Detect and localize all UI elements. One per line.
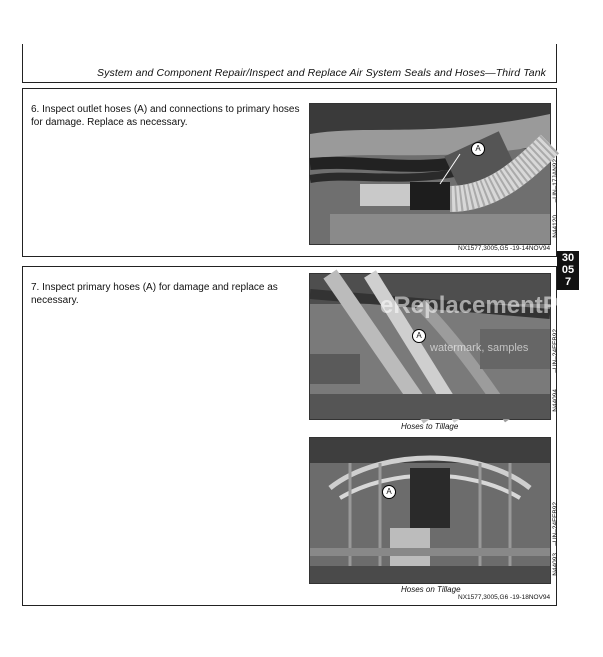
hoses-on-tillage-photo	[309, 437, 551, 584]
image-number-side: N44094	[552, 389, 559, 412]
image-code-side: –UN–24FEB92	[552, 329, 559, 373]
hoses-on-tillage-caption: Hoses on Tillage	[401, 585, 461, 594]
hoses-to-tillage-caption: Hoses to Tillage	[401, 422, 459, 431]
watermark-subtext: watermark, samples	[430, 342, 529, 354]
section-tab-line3: 7	[564, 276, 572, 288]
section-tab-line1: 30	[561, 252, 575, 264]
step-6-footer-code: NX1577,3005,G5 -19-14NOV94	[458, 245, 551, 252]
image-number-side: N44093	[552, 553, 559, 576]
watermark-text: eReplacementParts	[380, 292, 603, 319]
callout-a-marker: A	[471, 142, 485, 156]
callout-a-marker: A	[382, 485, 396, 499]
image-number-side: N44120	[552, 215, 559, 238]
step-6-text: 6. Inspect outlet hoses (A) and connections to primary hoses for damage. Replace as necessary.	[31, 104, 300, 128]
section-tab	[557, 251, 579, 290]
image-code-side: –UN–24FEB92	[552, 502, 559, 546]
step-7-footer-code: NX1577,3005,G6 -19-18NOV94	[458, 594, 551, 601]
section-tab-line2: 05	[561, 264, 575, 276]
step-7-block	[22, 266, 603, 606]
step-7-text: 7. Inspect primary hoses (A) for damage and replace as necessary.	[31, 282, 278, 306]
page-header	[22, 44, 557, 83]
hoses-on-tillage-illustration	[310, 438, 550, 583]
callout-a-marker: A	[412, 329, 426, 343]
step-6-block	[22, 88, 557, 257]
outlet-hoses-illustration	[310, 104, 550, 244]
image-code-side: –UN–17JAN92	[552, 159, 559, 203]
section-title: System and Component Repair/Inspect and Replace Air System Seals and Hoses—Third Tank	[97, 67, 546, 79]
outlet-hoses-photo	[309, 103, 551, 245]
